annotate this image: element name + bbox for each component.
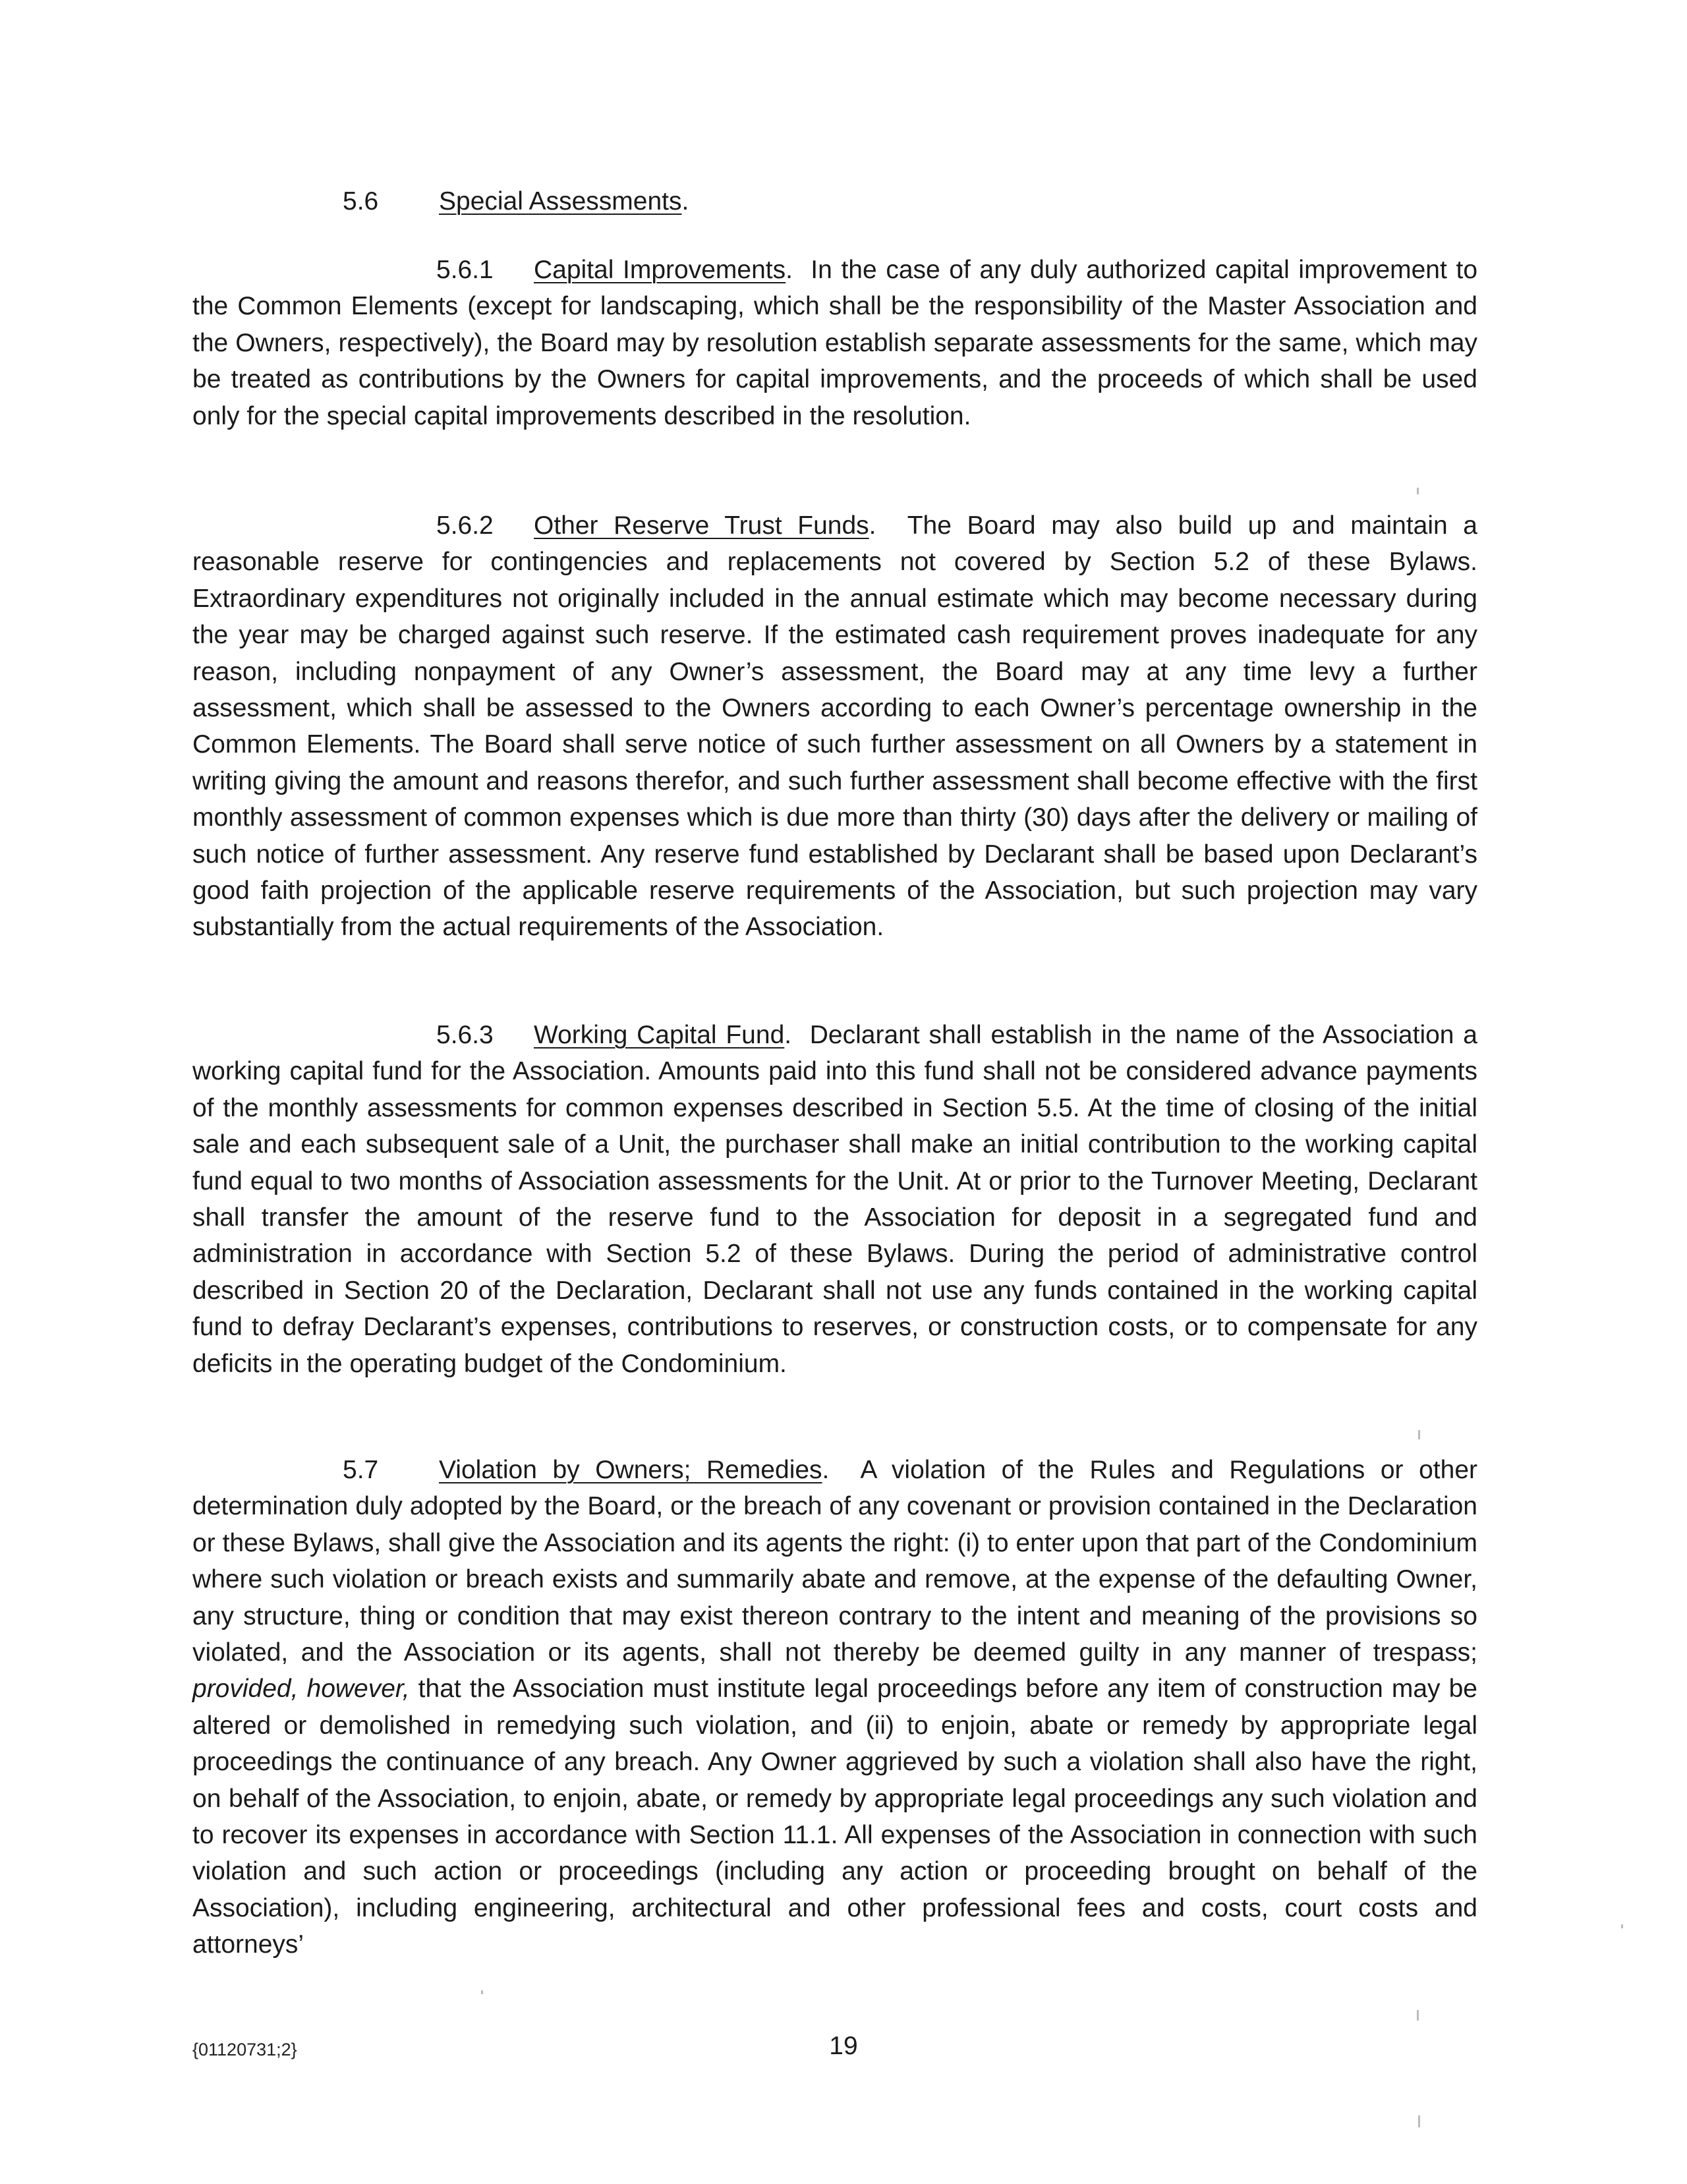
subsection-body: The Board may also build up and maintain a reasonable reserve for contingencies and replacements not covered by Section 5.2 of these Bylaws. Extraordinary expenditures not originally included in the annual estimate which may become necessary during the year may be charged against such reserve. If the estimated cash requirement proves inadequate for any reason, including nonpayment of any Owner’s assessment, the Board may at any time levy a further assessment, which shall be assessed to the Owners according to each Owner’s percentage ownership in the Common Elements. The Board shall serve notice of such further assessment on all Owners by a statement in writing giving the amount and reasons therefor, and such further assessment shall become effective with the first monthly assessment of common expenses which is due more than thirty (30) days after the delivery or mailing of such notice of further assessment. Any reserve fund established by Declarant shall be based upon Declarant’s good faith projection of the applicable reserve requirements of the Association, but such projection may vary substantially from the actual requirements of the Association. xyxy=(192,511,1478,942)
subsection-title-suffix: . xyxy=(784,1021,792,1049)
section-5-7-paragraph xyxy=(192,1452,1477,1963)
subsection-body: Declarant shall establish in the name of the Association a working capital fund for the Association. Amounts paid into this fund shall not be considered advance payments of the monthly assessments for common expenses described in Section 5.5. At the time of closing of the initial sale and each subsequent sale of a Unit, the purchaser shall make an initial contribution to the working capital fund equal to two months of Association assessments for the Unit. At or prior to the Turnover Meeting, Declarant shall transfer the amount of the reserve fund to the Association for deposit in a segregated fund and administration in accordance with Section 5.2 of these Bylaws. During the period of administrative control described in Section 20 of the Declaration, Declarant shall not use any funds contained in the working capital fund to defray Declarant’s expenses, contributions to reserves, or construction costs, or to compensate for any deficits in the operating budget of the Condominium. xyxy=(192,1021,1477,1378)
subsection-title-suffix: . xyxy=(869,511,876,540)
subsection-body: In the case of any duly authorized capital improvement to the Common Elements (except for landscaping, which shall be the responsibility of the Master Association and the Owners, respectively), the Board may by resolution establish separate assessments for the same, which may be treated as contributions by the Owners for capital improvements, and the proceeds of which shall be used only for the special capital improvements described in the resolution. xyxy=(192,256,1478,430)
subsection-title: Capital Improvements xyxy=(534,256,786,284)
section-title-suffix: . xyxy=(681,187,689,216)
subsection-title-suffix: . xyxy=(786,256,793,284)
subsection-number: 5.6.1 xyxy=(436,256,494,284)
section-5-6-3-paragraph xyxy=(192,1017,1477,1382)
section-title-suffix: . xyxy=(822,1456,830,1484)
section-body-italic: provided, however, xyxy=(192,1675,410,1704)
section-body-part2: that the Association must institute legal proceedings before any item of construction may be altered or demolished in remedying such violation, and (ii) to enjoin, abate or remedy by appropriate legal proceedings the continuance of any breach. Any Owner aggrieved by such a violation shall also have the right, on behalf of the Association, to enjoin, abate, or remedy by appropriate legal proceedings any such violation and to recover its expenses in accordance with Section 11.1. All expenses of the Association in connection with such violation and such action or proceedings (including any action or proceeding brought on behalf of the Association), including engineering, architectural and other professional fees and costs, court costs and attorneys’ xyxy=(192,1675,1477,1959)
section-title: Violation by Owners; Remedies xyxy=(439,1456,822,1484)
section-number: 5.6 xyxy=(343,187,379,216)
document-code: {01120731;2} xyxy=(192,2040,297,2059)
scan-speck xyxy=(1417,488,1419,494)
section-number: 5.7 xyxy=(343,1456,379,1484)
section-5-6-1-paragraph xyxy=(192,252,1477,434)
scan-speck xyxy=(1418,1430,1420,1439)
scan-speck xyxy=(1418,2115,1420,2127)
subsection-title: Working Capital Fund xyxy=(534,1021,785,1049)
scan-speck xyxy=(1621,1924,1623,1928)
section-title: Special Assessments xyxy=(439,187,682,216)
subsection-number: 5.6.3 xyxy=(436,1021,494,1049)
page-number: 19 xyxy=(829,2032,858,2060)
section-5-6-2-paragraph xyxy=(192,507,1477,946)
subsection-number: 5.6.2 xyxy=(436,511,494,540)
section-5-6-heading xyxy=(343,183,689,219)
subsection-title: Other Reserve Trust Funds xyxy=(534,511,869,540)
scan-speck xyxy=(1417,2010,1419,2021)
scan-speck xyxy=(481,1990,483,1994)
section-body-part1: A violation of the Rules and Regulations or other determination duly adopted by the Board, or the breach of any covenant or provision contained in the Declaration or these Bylaws, shall give the Association and its agents the right: (i) to enter upon that part of the Condominium where such violation or breach exists and summarily abate and remove, at the expense of the defaulting Owner, any structure, thing or condition that may exist thereon contrary to the intent and meaning of the provisions so violated, and the Association or its agents, shall not thereby be deemed guilty in any manner of trespass; xyxy=(192,1456,1477,1667)
